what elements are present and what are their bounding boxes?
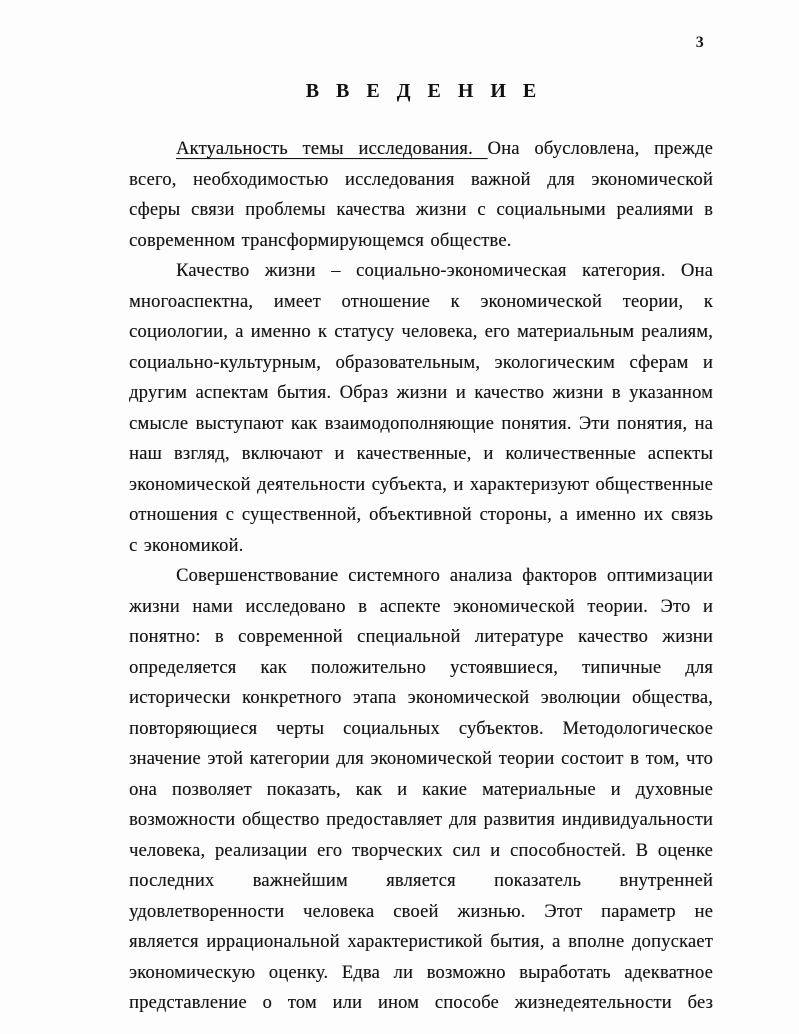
paragraph-relevance-text: Она обусловлена, прежде всего, необходимостью исследования важной для экономической сферы связи проблемы качества жизни с социальными реалиями в современном трансформирующемся обществе. <box>129 139 713 251</box>
body-text <box>129 134 713 1019</box>
paragraph-quality-of-life-text: Качество жизни – социально-экономическая категория. Она многоаспектна, имеет отношение к экономической теории, к социологии, а именно к статусу человека, его материальным реалиям, социально-культурным, образовательным, экологическим сферам и другим аспектам бытия. Образ жизни и качество жизни в указанном смысле выступают как взаимодополняющие понятия. Эти понятия, на наш взгляд, включают и качественные, и количественные аспекты экономической деятельности субъекта, и характеризуют общественные отношения с существенной, объективной стороны, а именно их связь с экономикой. <box>129 261 713 556</box>
paragraph-quality-of-life <box>129 256 713 561</box>
paragraph-relevance-underlined-lead: Актуальность темы исследования. <box>176 139 488 159</box>
page-title: В В Е Д Е Н И Е <box>305 80 543 102</box>
paragraph-system-analysis <box>129 561 713 1019</box>
page-number: 3 <box>695 34 705 51</box>
paragraph-relevance <box>129 134 713 256</box>
paragraph-system-analysis-text: Совершенствование системного анализа факторов оптимизации жизни нами исследовано в аспекте экономической теории. Это и понятно: в современной специальной литературе качество жизни определяется как положительно устоявшиеся, типичные для исторически конкретного этапа экономической эволюции общества, повторяющиеся черты социальных субъектов. Методологическое значение этой категории для экономической теории состоит в том, что она позволяет показать, как и какие материальные и духовные возможности общество предоставляет для развития индивидуальности человека, реализации его творческих сил и способностей. В оценке последних важнейшим является показатель внутренней удовлетворенности человека своей жизнью. Этот параметр не является иррациональной характеристикой бытия, а вполне допускает экономическую оценку. Едва ли возможно выработать адекватное представление о том или ином способе жизнедеятельности без <box>129 566 713 1013</box>
